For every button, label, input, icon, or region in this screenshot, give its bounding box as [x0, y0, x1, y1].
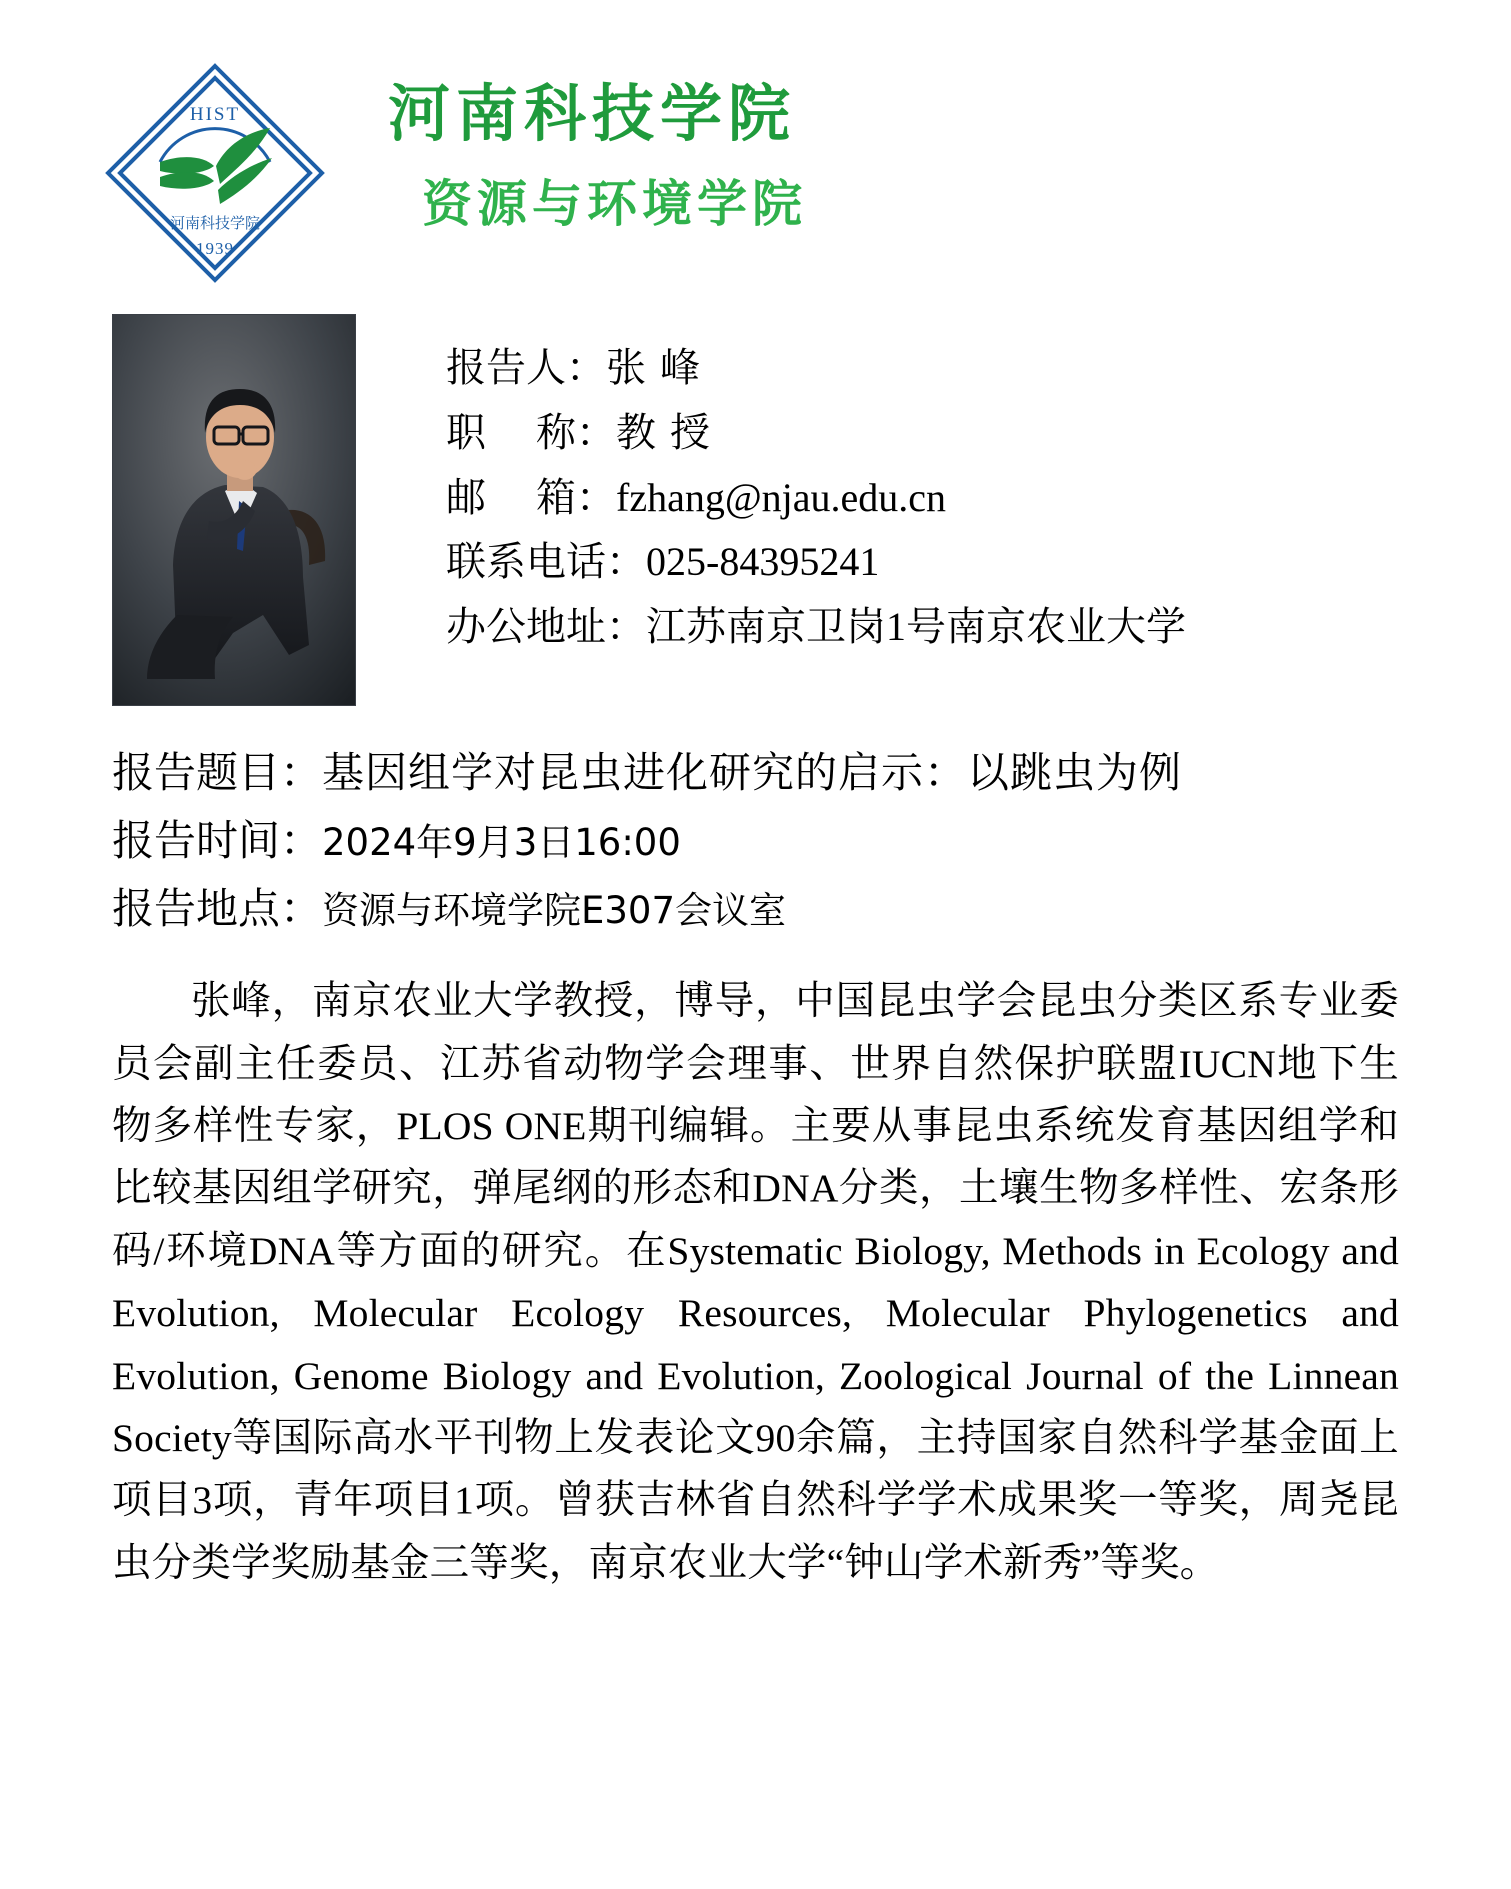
info-label: 邮 箱： — [446, 474, 616, 520]
info-label: 职 称： — [446, 409, 616, 455]
college-name: 资源与环境学院 — [422, 174, 807, 234]
info-row-title — [446, 401, 1186, 466]
info-value: 教 授 — [616, 409, 712, 455]
talk-time-label: 报告时间： — [112, 819, 323, 866]
talk-place-label: 报告地点： — [112, 887, 323, 934]
svg-text:1939: 1939 — [196, 239, 234, 258]
logo-container — [0, 40, 330, 288]
info-value: 张 峰 — [606, 345, 702, 390]
hist-university-crest-icon — [100, 58, 330, 288]
speaker-biography: 张峰，南京农业大学教授，博导，中国昆虫学会昆虫分类区系专业委员会副主任委员、江苏省动物学会理事、世界自然保护联盟IUCN地下生物多样性专家，PLOS ONE期刊编辑。主要从事昆虫系统发育基因组学和比较基因组学研究，弹尾纲的形态和DNA分类，土壤生物多样性、宏条形码/环境DNA等方面的研究。在Systematic Biology, Methods in Ecology and Evolution, Molecular Ecology Resources, Molecular Phylogenetics and Evolution, Genome Biology and Evolution, Zoological Journal of the Linnean Society等国际高水平刊物上发表论文90余篇，主持国家自然科学基金面上项目3项，青年项目1项。曾获吉林省自然科学学术成果奖一等奖，周尧昆虫分类学奖励基金三等奖，南京农业大学“钟山学术新秀”等奖。 — [112, 979, 1399, 1585]
poster-header — [0, 0, 1511, 288]
info-row-phone — [446, 530, 1186, 595]
university-name: 河南科技学院 — [388, 77, 797, 150]
info-row-presenter — [446, 336, 1186, 401]
info-label: 报告人： — [446, 345, 606, 390]
info-value-address: 江苏南京卫岗1号南京农业大学 — [646, 604, 1186, 650]
speaker-portrait — [112, 314, 356, 706]
info-value-email[interactable]: fzhang@njau.edu.cn — [616, 474, 947, 520]
info-label: 办公地址： — [446, 604, 646, 650]
talk-title-label: 报告题目： — [112, 751, 323, 797]
info-label: 联系电话： — [446, 539, 646, 585]
svg-text:河南科技学院: 河南科技学院 — [169, 214, 261, 232]
talk-time-row — [112, 808, 1511, 876]
speaker-info-list — [446, 314, 1186, 706]
talk-meta-section — [0, 740, 1511, 944]
talk-title-value: 基因组学对昆虫进化研究的启示：以跳虫为例 — [322, 751, 1183, 797]
info-row-email — [446, 466, 1186, 531]
info-row-address — [446, 595, 1186, 660]
header-title-group — [388, 40, 807, 234]
talk-time-value: 2024年9月3日16:00 — [322, 821, 681, 865]
talk-place-row — [112, 876, 1511, 944]
speaker-section — [0, 314, 1511, 706]
svg-text:HIST: HIST — [189, 104, 241, 125]
info-value-phone[interactable]: 025-84395241 — [646, 539, 880, 585]
talk-title-row — [112, 740, 1511, 808]
talk-place-value: 资源与环境学院E307会议室 — [322, 889, 787, 933]
